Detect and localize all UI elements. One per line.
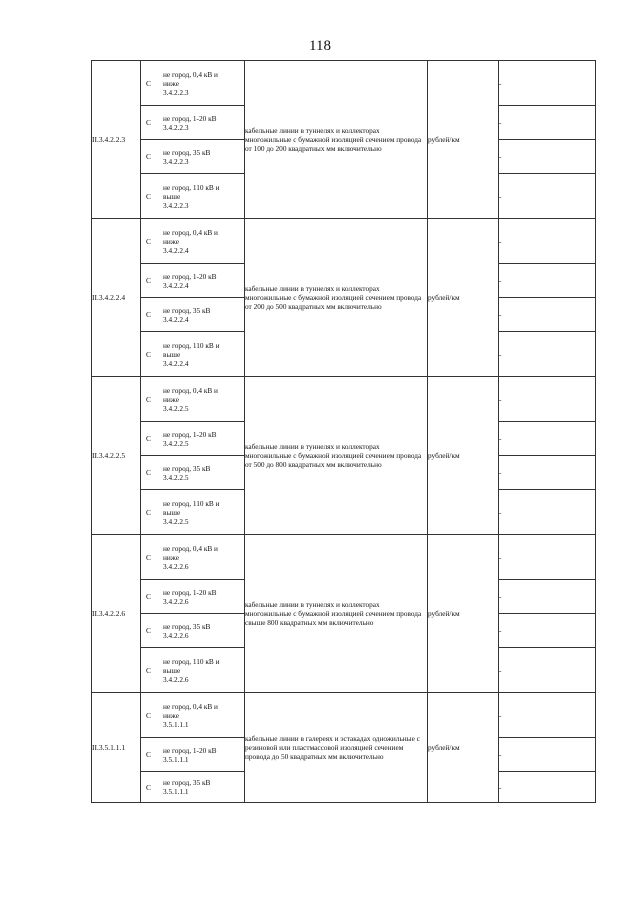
voltage-category-cell [141,298,245,332]
cable-line-description: кабельные линии в туннелях и коллекторах многожильные с бумажной изоляцией сечением провода от 100 до 200 квадратных мм включительно [245,61,428,219]
voltage-category-cell [141,535,245,580]
tariff-value: - [499,140,596,174]
voltage-category-cell [141,580,245,614]
voltage-category-text: не город, 35 кВ 3.4.2.2.4 [163,305,211,324]
tariff-table-body [92,61,596,803]
category-letter: С [146,394,152,404]
tariff-code: II.3.4.2.2.5 [92,377,141,535]
tariff-value: - [499,219,596,264]
tariff-table [91,60,596,803]
tariff-value: - [499,580,596,614]
voltage-category-text: не город, 35 кВ 3.4.2.2.6 [163,621,211,640]
voltage-category-text: не город, 1-20 кВ 3.4.2.2.3 [163,113,217,132]
tariff-value: - [499,174,596,219]
voltage-category-cell [141,422,245,456]
category-letter: С [146,468,152,477]
unit-of-measure: рублей/км [428,377,499,535]
category-letter: С [146,507,152,517]
voltage-category-text: не город, 0,4 кВ и ниже 3.4.2.2.5 [163,385,218,413]
voltage-category-cell [141,614,245,648]
table-row [92,693,596,738]
table-row [92,377,596,422]
tariff-value: - [499,772,596,803]
category-letter: С [146,310,152,319]
tariff-value: - [499,332,596,377]
unit-of-measure: рублей/км [428,535,499,693]
tariff-value: - [499,422,596,456]
category-letter: С [146,152,152,161]
category-letter: С [146,191,152,201]
tariff-value: - [499,693,596,738]
unit-of-measure: рублей/км [428,61,499,219]
category-letter: С [146,626,152,635]
tariff-value: - [499,614,596,648]
tariff-value: - [499,738,596,772]
cable-line-description: кабельные линии в туннелях и коллекторах многожильные с бумажной изоляцией сечением провода свыше 800 квадратных мм включительно [245,535,428,693]
voltage-category-cell [141,738,245,772]
tariff-value: - [499,106,596,140]
category-letter: С [146,782,152,792]
tariff-value: - [499,377,596,422]
voltage-category-cell [141,772,245,803]
category-letter: С [146,552,152,562]
voltage-category-text: не город, 35 кВ 3.5.1.1.1 [163,778,211,796]
voltage-category-text: не город, 1-20 кВ 3.5.1.1.1 [163,745,217,764]
voltage-category-cell [141,648,245,693]
voltage-category-text: не город, 0,4 кВ и ниже 3.4.2.2.4 [163,227,218,255]
voltage-category-text: не город, 0,4 кВ и ниже 3.5.1.1.1 [163,701,218,729]
unit-of-measure: рублей/км [428,693,499,803]
category-letter: С [146,592,152,601]
voltage-category-cell [141,693,245,738]
tariff-value: - [499,61,596,106]
voltage-category-text: не город, 35 кВ 3.4.2.2.3 [163,147,211,166]
voltage-category-cell [141,219,245,264]
category-letter: С [146,349,152,359]
voltage-category-text: не город, 1-20 кВ 3.4.2.2.5 [163,429,217,448]
tariff-code: II.3.4.2.2.4 [92,219,141,377]
voltage-category-cell [141,377,245,422]
voltage-category-cell [141,332,245,377]
voltage-category-text: не город, 110 кВ и выше 3.4.2.2.6 [163,656,220,684]
tariff-value: - [499,298,596,332]
category-letter: С [146,78,152,88]
category-letter: С [146,276,152,285]
voltage-category-text: не город, 0,4 кВ и ниже 3.4.2.2.3 [163,69,218,97]
unit-of-measure: рублей/км [428,219,499,377]
voltage-category-text: не город, 1-20 кВ 3.4.2.2.4 [163,271,217,290]
cable-line-description: кабельные линии в туннелях и коллекторах многожильные с бумажной изоляцией сечением провода от 200 до 500 квадратных мм включительно [245,219,428,377]
tariff-code: II.3.4.2.2.3 [92,61,141,219]
voltage-category-cell [141,106,245,140]
page-number: 118 [309,38,331,54]
category-letter: С [146,665,152,675]
voltage-category-cell [141,264,245,298]
category-letter: С [146,434,152,443]
voltage-category-text: не город, 0,4 кВ и ниже 3.4.2.2.6 [163,543,218,571]
category-letter: С [146,710,152,720]
table-row [92,61,596,106]
tariff-code: II.3.5.1.1.1 [92,693,141,803]
tariff-value: - [499,648,596,693]
voltage-category-cell [141,174,245,219]
cable-line-description: кабельные линии в галереях и эстакадах одножильные с резиновой или пластмассовой изоляцией сечением провода до 50 квадратных мм включительно [245,693,428,803]
tariff-value: - [499,535,596,580]
table-row [92,535,596,580]
category-letter: С [146,118,152,127]
voltage-category-text: не город, 110 кВ и выше 3.4.2.2.3 [163,182,220,210]
cable-line-description: кабельные линии в туннелях и коллекторах многожильные с бумажной изоляцией сечением провода от 500 до 800 квадратных мм включительно [245,377,428,535]
category-letter: С [146,236,152,246]
category-letter: С [146,750,152,759]
voltage-category-text: не город, 1-20 кВ 3.4.2.2.6 [163,587,217,606]
voltage-category-cell [141,61,245,106]
table-row [92,219,596,264]
voltage-category-text: не город, 35 кВ 3.4.2.2.5 [163,463,211,482]
tariff-value: - [499,456,596,490]
tariff-value: - [499,490,596,535]
tariff-value: - [499,264,596,298]
voltage-category-cell [141,490,245,535]
voltage-category-cell [141,140,245,174]
voltage-category-text: не город, 110 кВ и выше 3.4.2.2.4 [163,340,220,368]
voltage-category-cell [141,456,245,490]
voltage-category-text: не город, 110 кВ и выше 3.4.2.2.5 [163,498,220,526]
tariff-code: II.3.4.2.2.6 [92,535,141,693]
